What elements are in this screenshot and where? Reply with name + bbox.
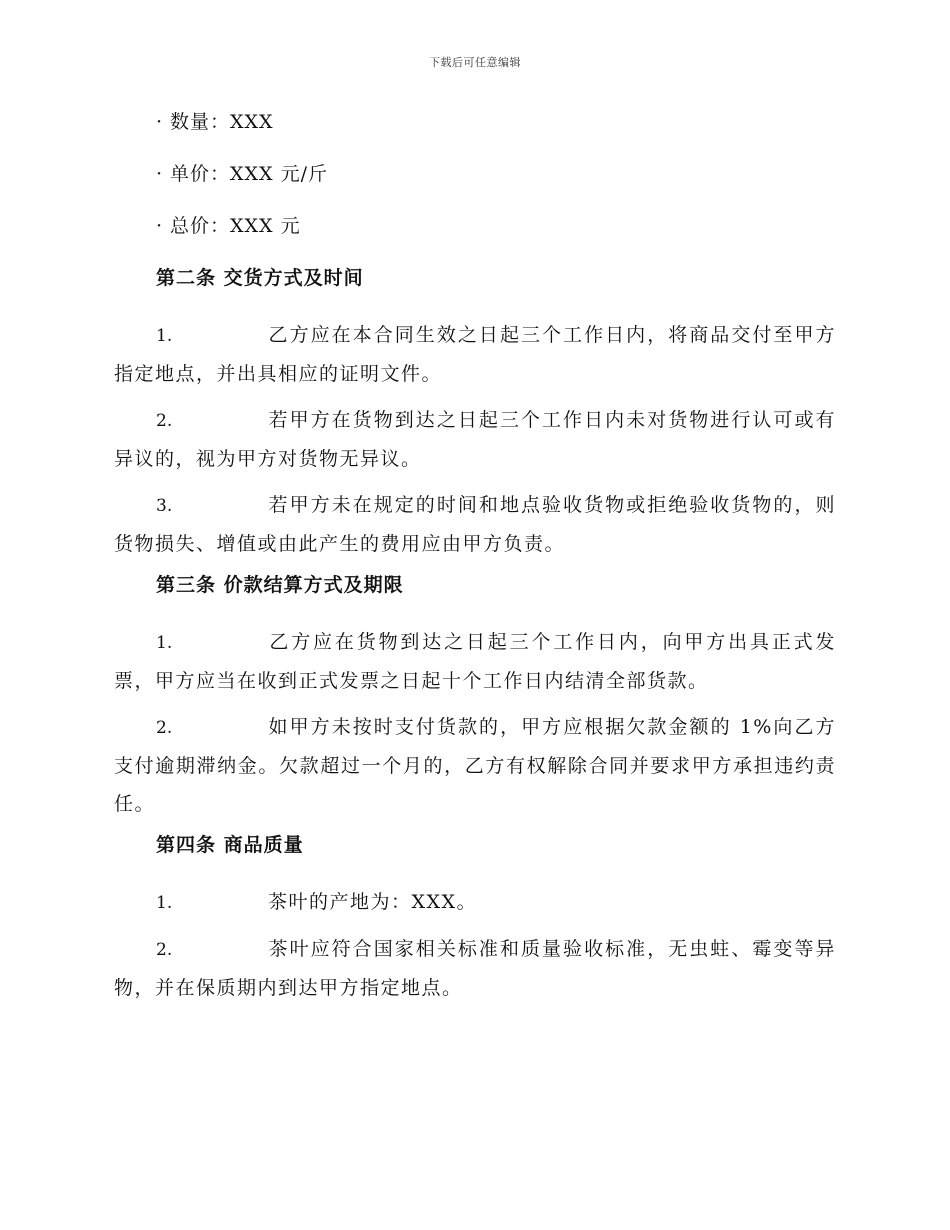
- clause-item: [114, 401, 836, 478]
- clause-text: 乙方应在本合同生效之日起三个工作日内，将商品交付至甲方指定地点，并出具相应的证明文件。: [114, 324, 836, 385]
- clause-text: 茶叶应符合国家相关标准和质量验收标准，无虫蛀、霉变等异物，并在保质期内到达甲方指定地点。: [114, 938, 836, 999]
- document-body: [114, 108, 836, 1015]
- bullet-dot: ·: [156, 215, 164, 237]
- clause-text: 茶叶的产地为：XXX。: [268, 891, 478, 913]
- clause-text: 如甲方未按时支付货款的，甲方应根据欠款金额的 1%向乙方支付逾期滞纳金。欠款超过一个月的，乙方有权解除合同并要求甲方承担违约责任。: [114, 716, 836, 815]
- clause-number: 1.: [156, 326, 173, 346]
- section-heading-payment: 第三条 价款结算方式及期限: [156, 574, 404, 596]
- clause-number: 2.: [156, 411, 173, 431]
- clause-text: 乙方应在货物到达之日起三个工作日内，向甲方出具正式发票，甲方应当在收到正式发票之日起十个工作日内结清全部货款。: [114, 631, 836, 692]
- page-header-note: 下载后可任意编辑: [429, 56, 521, 69]
- clause-item: [114, 708, 836, 823]
- bullet-total-price: [156, 212, 836, 240]
- clause-item: [114, 883, 836, 922]
- clause-number: 2.: [156, 718, 173, 738]
- bullet-text: 单价：XXX 元/斤: [170, 163, 329, 185]
- bullet-dot: ·: [156, 111, 164, 133]
- section-heading-delivery: 第二条 交货方式及时间: [156, 267, 364, 289]
- section-heading-quality: 第四条 商品质量: [156, 834, 304, 856]
- clause-item: [114, 316, 836, 393]
- clause-number: 1.: [156, 633, 173, 653]
- clause-item: [114, 930, 836, 1007]
- bullet-dot: ·: [156, 163, 164, 185]
- bullet-unit-price: [156, 160, 836, 188]
- clause-number: 2.: [156, 940, 173, 960]
- bullet-quantity: [156, 108, 836, 136]
- bullet-text: 总价：XXX 元: [170, 215, 301, 237]
- clause-text: 若甲方在货物到达之日起三个工作日内未对货物进行认可或有异议的，视为甲方对货物无异议。: [114, 409, 836, 470]
- clause-item: [114, 623, 836, 700]
- bullet-text: 数量：XXX: [170, 111, 274, 133]
- clause-number: 1.: [156, 893, 173, 913]
- clause-number: 3.: [156, 496, 173, 516]
- clause-item: [114, 486, 836, 563]
- clause-text: 若甲方未在规定的时间和地点验收货物或拒绝验收货物的，则货物损失、增值或由此产生的费用应由甲方负责。: [114, 494, 836, 555]
